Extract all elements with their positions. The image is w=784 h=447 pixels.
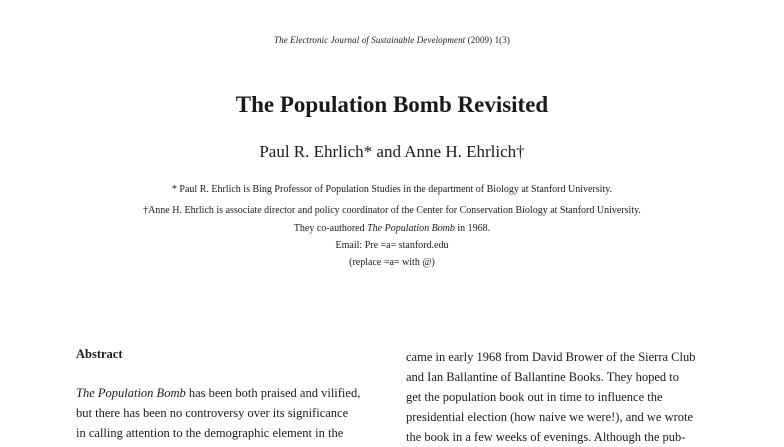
journal-volume: (2009) 1(3) bbox=[467, 35, 510, 45]
coauthor-note bbox=[0, 222, 784, 235]
abstract-body bbox=[76, 383, 378, 443]
abstract-book-title: The Population Bomb bbox=[76, 386, 186, 400]
affiliation-ehrlich-anne: †Anne H. Ehrlich is associate director and policy coordinator of the Center for Conservation Biology at Stanford University. bbox=[143, 205, 641, 216]
right-line-5: the book in a few weeks of evenings. Although the pub- bbox=[406, 430, 686, 444]
book-title: The Population Bomb bbox=[367, 223, 455, 234]
paper-title: The Population Bomb Revisited bbox=[235, 92, 549, 117]
journal-header bbox=[0, 35, 784, 45]
abstract-line-2: but there has been no controversy over its significance bbox=[76, 406, 349, 420]
right-line-1: came in early 1968 from David Brower of the Sierra Club bbox=[406, 350, 696, 364]
abstract-line-1 bbox=[76, 383, 378, 403]
right-line-4: presidential election (how naive we were!), and we wrote bbox=[406, 410, 694, 424]
email-line: Email: Pre =a= stanford.edu bbox=[335, 240, 449, 251]
coauthor-note-prefix: They co-authored bbox=[293, 223, 368, 234]
affiliation-ehrlich-paul: * Paul R. Ehrlich is Bing Professor of Population Studies in the department of Biology at Stanford University. bbox=[171, 184, 613, 195]
abstract-heading: Abstract bbox=[76, 347, 123, 361]
journal-name: The Electronic Journal of Sustainable Development bbox=[274, 35, 466, 45]
right-column-body bbox=[406, 347, 708, 447]
coauthor-note-suffix: in 1968. bbox=[454, 223, 491, 234]
right-line-3: get the population book out in time to influence the bbox=[406, 390, 663, 404]
right-line-2: and Ian Ballantine of Ballantine Books. They hoped to bbox=[406, 370, 679, 384]
email-replace-note: (replace =a= with @) bbox=[349, 257, 435, 268]
author-list: Paul R. Ehrlich* and Anne H. Ehrlich† bbox=[259, 142, 525, 161]
abstract-line-3: in calling attention to the demographic element in the bbox=[76, 426, 344, 440]
abstract-line-1-rest: has been both praised and vilified, bbox=[185, 386, 361, 400]
